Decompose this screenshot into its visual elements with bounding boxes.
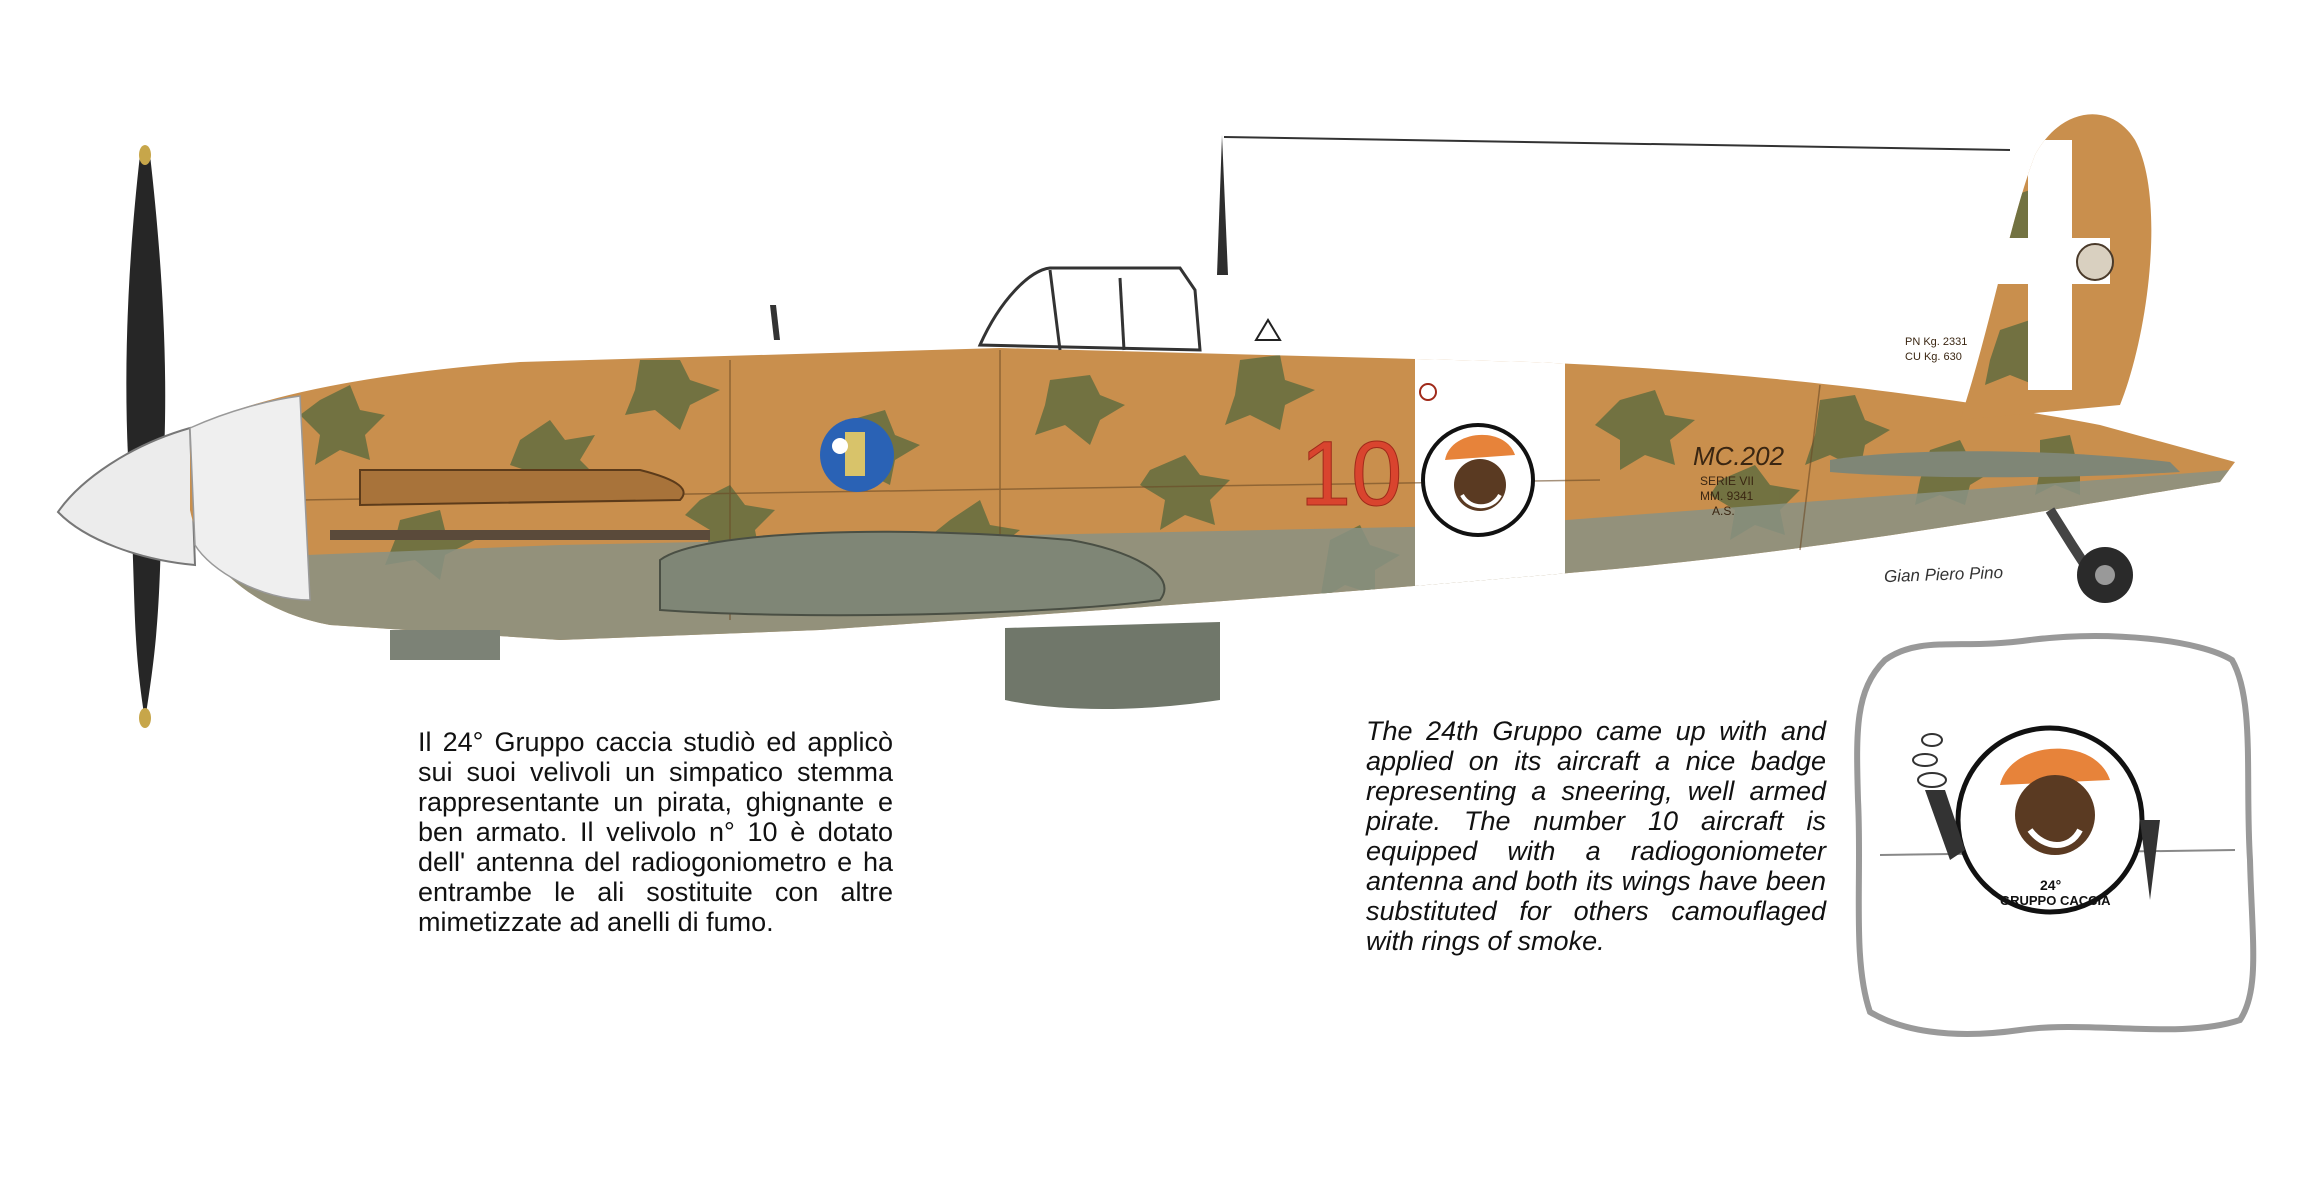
- pirate-badge: [1423, 425, 1533, 535]
- tail-fin: [1960, 114, 2151, 420]
- wing: [660, 532, 1164, 615]
- serial-line-3: A.S.: [1712, 504, 1735, 518]
- caption-italian: [418, 727, 893, 937]
- cowling-front: [190, 396, 310, 600]
- savoy-crest: [2077, 244, 2113, 280]
- radio-antenna: [1217, 135, 2010, 275]
- serial-line-2: MM. 9341: [1700, 489, 1754, 503]
- fin-stencil-line-1: PN Kg. 2331: [1905, 336, 1968, 348]
- fin-stencil-line-2: CU Kg. 630: [1905, 351, 1962, 363]
- caption-english-text: The 24th Gruppo came up with and applied on its aircraft a nice badge representing a sneering, well armed pirate. The number 10 aircraft is equipped with a radiogoniometer antenna and both its wings have been substituted for others camouflaged with rings of smoke.: [1366, 716, 1826, 956]
- caption-italian-text: Il 24° Gruppo caccia studiò ed applicò sui suoi velivoli un simpatico stemma rappresentante un pirata, ghignante e ben armato. Il velivolo n° 10 è dotato dell' antenna del radiogoniometro e ha entrambe le ali sostituite con altre mimetizzate ad anelli di fumo.: [418, 727, 893, 937]
- type-marking-text: MC.202: [1693, 441, 1785, 471]
- tail-wheel: [2050, 510, 2133, 603]
- fin-stencil: [1905, 336, 1967, 363]
- spinner: [58, 428, 195, 565]
- propeller: [126, 145, 165, 728]
- fuselage-number: 10: [1300, 423, 1403, 525]
- serial-line-1: SERIE VII: [1700, 474, 1755, 488]
- badge-caption-line-2: GRUPPO CACCIA: [2000, 893, 2111, 908]
- marker-triangle: [1256, 320, 1280, 340]
- canopy: [980, 268, 1200, 350]
- fasces-roundel: [820, 418, 894, 492]
- badge-inset: [1857, 636, 2253, 1034]
- badge-caption-line-1: 24°: [2040, 877, 2062, 893]
- radiator: [1005, 622, 1220, 709]
- caption-english: [1366, 716, 1826, 956]
- artist-signature: Gian Piero Pino: [1883, 562, 2004, 587]
